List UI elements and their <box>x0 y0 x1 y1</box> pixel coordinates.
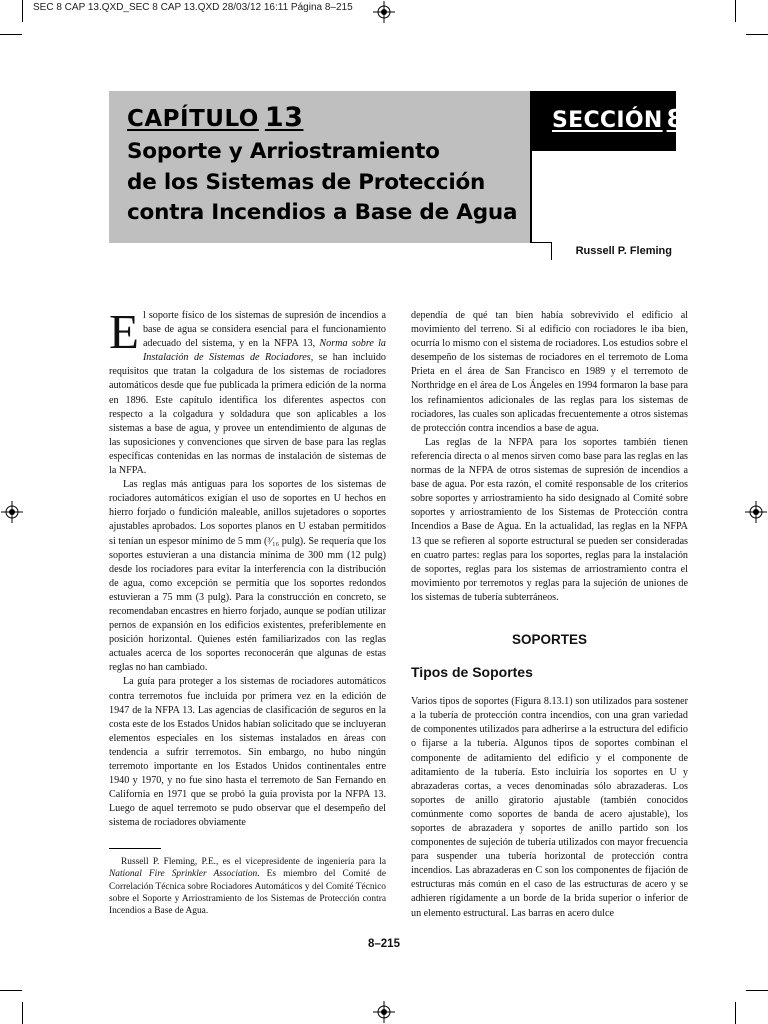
paragraph: La guía para proteger a los sistemas de rociadores automáticos contra terremotos fue incluida por primera vez en la edición de 1947 de la NFPA 13. Las agencias de clasificación de seguros en la costa este de los Estados Unidos habían solicitado que se incluyeran elementos especiales en los sistemas instalados en áreas con tendencia a sufrir terremotos. Sin embargo, no hubo ningún terremoto importante en los Estados Unidos continentales entre 1940 y 1970, y no fue sino hasta el terremoto de San Fernando en California en 1971 que se probó la guía provista por la NFPA 13. Luego de aquel terremoto se pudo observar que el desempeño del sistema de rociadores obviamente <box>109 676 386 829</box>
print-slug: SEC 8 CAP 13.QXD_SEC 8 CAP 13.QXD 28/03/12 16:11 Página 8–215 <box>33 2 353 13</box>
paragraph: dependía de qué tan bien había sobrevivido el edificio al movimiento del terreno. Si al edificio con rociadores le iba bien, ocurría lo mismo con el sistema de rociadores. Los estudios sobre el desempeño de los sistemas de rociadores en el terremoto de Loma Prieta en el área de San Francisco en 1989 y el terremoto de Northridge en el área de Los Ángeles en 1994 formaron la base para los refinamientos adicionales de las reglas para los sistemas de rociadores, las cuales son aplicadas frecuentemente a otros sistemas de protección contra incendios a base de agua. <box>411 310 688 434</box>
crop-mark <box>746 990 768 991</box>
crop-mark <box>735 0 736 22</box>
page-number: 8–215 <box>368 938 400 950</box>
crop-mark <box>735 1002 736 1024</box>
chapter-title-line: Soporte y Arriostramiento <box>127 139 440 164</box>
crop-mark <box>0 990 22 991</box>
registration-mark-icon <box>373 1 395 23</box>
chapter-label-line <box>127 103 527 134</box>
section-label-text: SECCIÓN <box>552 108 663 133</box>
chapter-number: 13 <box>264 102 304 133</box>
chapter-label: CAPÍTULO <box>127 106 259 132</box>
paragraph: Las reglas más antiguas para los soportes de los sistemas de rociadores automáticos exigían el uso de soportes en U hechos en hierro forjado o fundición maleable, anillos sujetadores o soportes ajustables aprobados. Los soportes planos en U estaban permitidos si tenían un espesor mínimo de 5 mm (³⁄₁₆ pulg). Se requería que los soportes estuvieran a una distancia mínima de 300 mm (12 pulg) desde los rociadores para evitar la interferencia con la distribución de agua, como excepción se permitía que los soportes redondos estuvieran a 75 mm (3 pulg). Para la construcción en concreto, se recomendaban encastres en hierro forjado, aunque se podían utilizar pernos de expansión en los edificios existentes, preferiblemente en posición horizontal. Quienes estén familiarizados con las reglas actuales acerca de los soportes reconocerán que algunas de estas reglas no han cambiado. <box>109 479 386 674</box>
crop-mark <box>0 34 22 35</box>
author-name: Russell P. Fleming <box>575 245 672 257</box>
paragraph: Varios tipos de soportes (Figura 8.13.1) son utilizados para sostener a la tubería de protección contra incendios, con una gran variedad de componentes utilizados para adherirse a la estructura del edificio o fijarse a la tubería. Algunos tipos de soportes combinan el componente de aditamiento del edificio y el componente de aditamiento de la tubería. Esto incluiría los soportes en U y abrazaderas cortas, a veces denominadas sólo abrazaderas. Los soportes de anillo giratorio ajustable (también conocidos comúnmente como soportes de banda de acero ajustable), los soportes de abrazadera y soportes de anillo partido son los componentes de sujeción de tubería utilizados con mayor frecuencia para suspender una tubería horizontal de protección contra incendios. Las abrazaderas en C son los componentes de fijación de estructuras más común en el caso de las estructuras de acero y se adhieren rígidamente a un borde de la brida superior o inferior de un elemento estructural. Las barras en acero dulce <box>411 696 688 919</box>
chapter-title-line: contra Incendios a Base de Agua <box>127 200 518 225</box>
header-rule <box>551 242 552 260</box>
registration-mark-icon <box>1 501 23 523</box>
drop-cap: E <box>109 304 139 359</box>
section-number: 8 <box>666 104 685 133</box>
subheading: Tipos de Soportes <box>411 664 533 681</box>
paragraph: Las reglas de la NFPA para los soportes también tienen referencia directa o al menos sirven como base para las reglas en las normas de la NFPA de otros sistemas de supresión de incendios a base de agua. Por esta razón, el comité responsable de los criterios sobre soportes y arriostramiento ha sido designado al Comité sobre soportes y arriostramiento de los Sistemas de Protección contra Incendios a Base de Agua. En la actualidad, las reglas en la NFPA 13 que se refieren al soporte estructural se pueden ser consideradas en cuatro partes: reglas para los soportes, reglas para la instalación de soportes, reglas para los sistemas de arriostramiento contra el movimiento por terremotos y reglas para la sujeción de uniones de los sistemas de tubería subterráneos. <box>411 436 688 603</box>
header-rule <box>530 242 552 243</box>
left-column <box>109 304 386 830</box>
footnote-text: Russell P. Fleming, P.E., es el vicepresidente de ingeniería para la National Fire Sprinkler Association. Es miembro del Comité de Correlación Técnica sobre Rociadores Automáticos y del Comité Técnico sobre el Soporte y Arriostramiento de los Sistemas de Protección contra Incendios a Base de Agua. <box>109 857 386 917</box>
section-label <box>552 104 684 133</box>
chapter-header <box>127 103 527 229</box>
paragraph: El soporte físico de los sistemas de supresión de incendios a base de agua se considera esencial para el funcionamiento adecuado del sistema, y en la NFPA 13, Norma sobre la Instalación de Sistemas de Rociadores, se han incluido requisitos que tratan la colgadura de los sistemas de rociadores automáticos desde que fue publicada la primera edición de la norma en 1896. Este capítulo identifica los diferentes aspectos con respecto a la colgadura y soldadura que son aplicables a los sistemas a base de agua, y provee un entendimiento de algunas de las suposiciones y convenciones que sirven de base para las reglas específicas contenidas en las normas de instalación de sistemas de la NFPA. <box>109 304 386 477</box>
standard-title: Norma sobre la Instalación de Sistemas de Rociadores, <box>142 338 386 364</box>
crop-mark <box>22 1002 23 1024</box>
chapter-title <box>127 137 527 229</box>
crop-mark <box>22 0 23 22</box>
header-rule <box>530 151 532 243</box>
registration-mark-icon <box>745 501 767 523</box>
chapter-title-line: de los Sistemas de Protección <box>127 169 486 195</box>
right-column <box>411 309 688 921</box>
section-heading: SOPORTES <box>511 631 587 647</box>
footnote-rule <box>109 848 161 849</box>
organization-name: National Fire Sprinkler Association <box>109 869 258 880</box>
crop-mark <box>746 34 768 35</box>
registration-mark-icon <box>373 1001 395 1023</box>
author-footnote <box>109 856 386 917</box>
